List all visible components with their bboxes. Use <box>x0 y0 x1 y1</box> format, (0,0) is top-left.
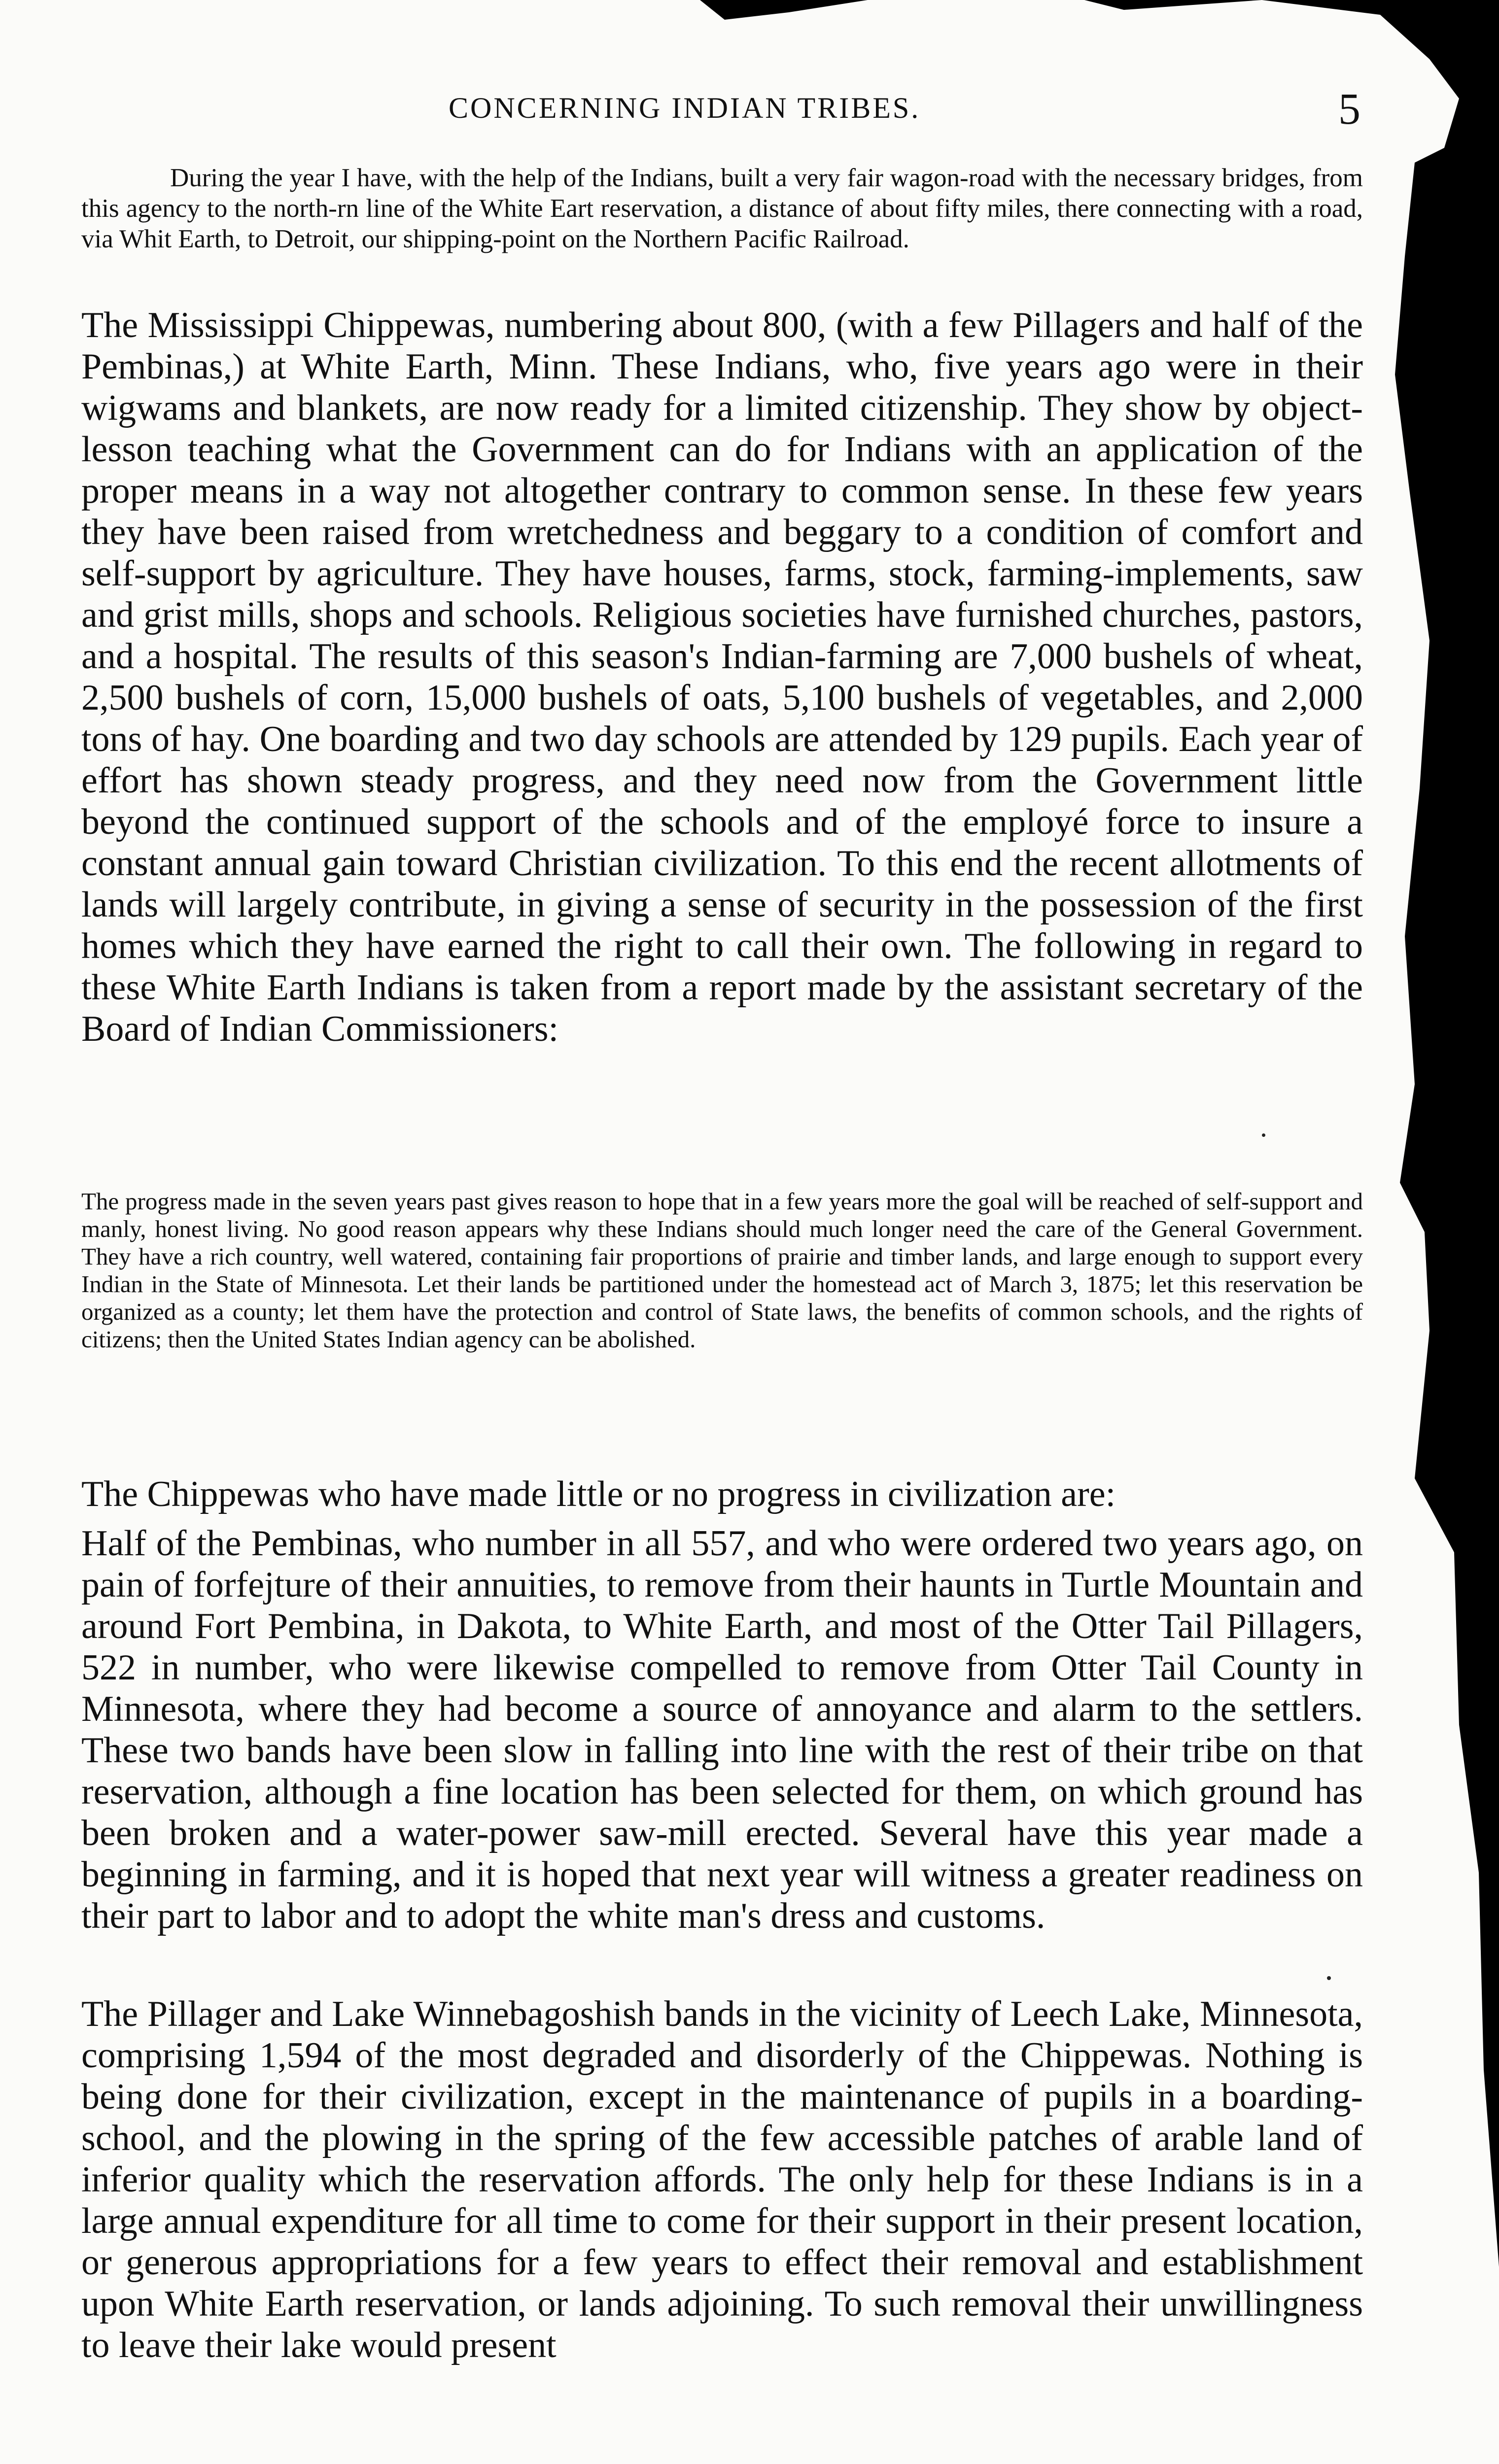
paragraph-wagon-road: During the year I have, with the help of the Indians, built a very fair wagon-road with the necessary bridges, from this agency to the north-rn line of the White Eart reservation, a distance of about fifty miles, there connecting with a road, via Whit Earth, to Detroit, our shipping-point on the Northern Pacific Railroad. <box>81 164 1363 253</box>
paragraph-little-progress: The Chippewas who have made little or no progress in civilization are: <box>81 1474 1116 1514</box>
running-header: CONCERNING INDIAN TRIBES. <box>449 92 921 124</box>
paragraph-pillager-bands: The Pillager and Lake Winnebagoshish bands in the vicinity of Leech Lake, Minnesota, comprising 1,594 of the most degraded and disorderly of the Chippewas. Nothing is being done for their civilization, except in the maintenance of pupils in a boarding-school, and the plowing in the spring of the few accessible patches of arable land of inferior quality which the reservation affords. The only help for these Indians is in a large annual expenditure for all time to come for their support in their present location, or generous appropriations for a few years to effect their removal and establishment upon White Earth reservation, or lands adjoining. To such removal their unwillingness to leave their lake would present <box>81 1994 1363 2365</box>
ink-speck <box>1262 1133 1265 1137</box>
quotation-board-report: The progress made in the seven years past gives reason to hope that in a few years more the goal will be reached of self-support and manly, honest living. No good reason appears why these Indians should much longer need the care of the General Government. They have a rich country, well watered, containing fair proportions of prairie and timber lands, and large enough to support every Indian in the State of Minnesota. Let their lands be partitioned under the homestead act of March 3, 1875; let this reservation be organized as a county; let them have the protection and control of State laws, the benefits of common schools, and the rights of citizens; then the United States Indian agency can be abolished. <box>81 1188 1363 1353</box>
page-number: 5 <box>1338 85 1360 134</box>
ink-speck <box>1327 1976 1331 1980</box>
paragraph-pembinas: Half of the Pembinas, who number in all 557, and who were ordered two years ago, on pain of forfejture of their annuities, to remove from their haunts in Turtle Mountain and around Fort Pembina, in Dakota, to White Earth, and most of the Otter Tail Pillagers, 522 in number, who were likewise compelled to remove from Otter Tail County in Minnesota, where they had become a source of annoyance and alarm to the settlers. These two bands have been slow in falling into line with the rest of their tribe on that reservation, although a fine location has been selected for them, on which ground has been broken and a water-power saw-mill erected. Several have this year made a beginning in farming, and it is hoped that next year will witness a greater readiness on their part to labor and to adopt the white man's dress and customs. <box>81 1523 1363 1936</box>
paragraph-mississippi-chippewas: The Mississippi Chippewas, numbering about 800, (with a few Pillagers and half of the Pembinas,) at White Earth, Minn. These Indians, who, five years ago were in their wigwams and blankets, are now ready for a limited citizenship. They show by object-lesson teaching what the Government can do for Indians with an application of the proper means in a way not altogether contrary to common sense. In these few years they have been raised from wretchedness and beggary to a condition of comfort and self-support by agriculture. They have houses, farms, stock, farming-implements, saw and grist mills, shops and schools. Religious societies have furnished churches, pastors, and a hospital. The results of this season's Indian-farming are 7,000 bushels of wheat, 2,500 bushels of corn, 15,000 bushels of oats, 5,100 bushels of vegetables, and 2,000 tons of hay. One boarding and two day schools are attended by 129 pupils. Each year of effort has shown steady progress, and they need now from the Government little beyond the continued support of the schools and of the employé force to insure a constant annual gain toward Christian civilization. To this end the recent allotments of lands will largely contribute, in giving a sense of security in the possession of the first homes which they have earned the right to call their own. The following in regard to these White Earth Indians is taken from a report made by the assistant secretary of the Board of Indian Commissioners: <box>81 305 1363 1049</box>
